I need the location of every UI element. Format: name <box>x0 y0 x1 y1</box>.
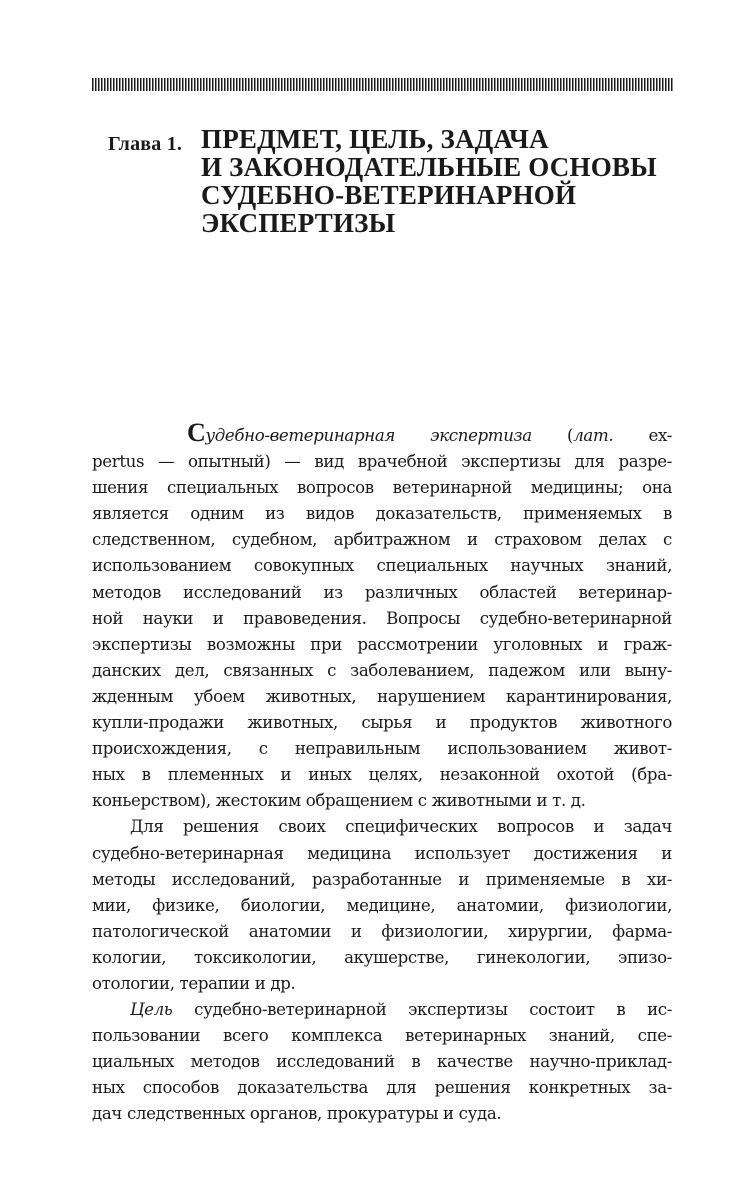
text-line: ных способов доказательства для решения конкретных за- <box>92 1078 672 1098</box>
paragraph-1-first-line <box>92 423 672 449</box>
text-line: методы исследований, разработанные и применяемые в хи- <box>92 869 672 889</box>
text-line: мии, физике, биологии, медицине, анатомии, физиологии, <box>92 895 672 915</box>
text-line: циальных методов исследований в качестве научно-приклад- <box>92 1052 672 1072</box>
chapter-title-line: СУДЕБНО-ВЕТЕРИНАРНОЙ <box>201 180 577 210</box>
text-line: кологии, токсикологии, акушерстве, гинекологии, эпизо- <box>92 947 672 967</box>
text-line: данских дел, связанных с заболеванием, падежом или выну- <box>92 660 672 680</box>
text-line: пользовании всего комплекса ветеринарных знаний, спе- <box>92 1026 672 1046</box>
paragraph-3-first-line <box>92 997 672 1023</box>
text-line: ной науки и правоведения. Вопросы судебно-ветеринарной <box>92 608 672 628</box>
text-fragment: ex- <box>613 426 672 445</box>
text-line: экспертизы возможны при рассмотрении уголовных и граж- <box>92 634 672 654</box>
text-line: шения специальных вопросов ветеринарной медицины; она <box>92 478 672 498</box>
text-fragment: ( <box>531 426 574 445</box>
text-line: судебно-ветеринарная медицина использует достижения и <box>92 843 672 863</box>
text-line: pertus — опытный) — вид врачебной экспертизы для разре- <box>92 452 672 472</box>
header-rule <box>92 78 674 91</box>
drop-cap: С <box>187 423 206 447</box>
text-line: Для решения своих специфических вопросов и задач <box>130 817 672 837</box>
text-line: следственном, судебном, арбитражном и страховом делах с <box>92 530 672 550</box>
chapter-title <box>201 125 671 237</box>
text-line: является одним из видов доказательств, применяемых в <box>92 504 672 524</box>
text-line: использованием совокупных специальных научных знаний, <box>92 556 672 576</box>
text-line: ных в племенных и иных целях, незаконной охотой (бра- <box>92 765 672 785</box>
chapter-label: Глава 1. <box>108 133 183 155</box>
text-line: патологической анатомии и физиологии, хирургии, фарма- <box>92 921 672 941</box>
chapter-title-line: ЭКСПЕРТИЗЫ <box>201 208 396 238</box>
term-goal: Цель <box>130 1000 173 1020</box>
text-fragment: судебно-ветеринарной экспертизы состоит в ис- <box>172 1000 672 1020</box>
chapter-title-line: ПРЕДМЕТ, ЦЕЛЬ, ЗАДАЧА <box>201 124 549 154</box>
term-forensic-vet-expertise: удебно-ветеринарная экспертиза <box>205 426 532 445</box>
text-line: дач следственных органов, прокуратуры и суда. <box>92 1104 502 1124</box>
latin-abbrev: лат. <box>573 426 614 445</box>
text-line: методов исследований из различных областей ветеринар- <box>92 582 672 602</box>
body-text <box>92 423 672 1128</box>
text-line: коньерством), жестоким обращением с животными и т. д. <box>92 791 586 811</box>
text-line: купли-продажи животных, сырья и продуктов животного <box>92 713 672 733</box>
text-line: жденным убоем животных, нарушением карантинирования, <box>92 686 672 706</box>
text-line: отологии, терапии и др. <box>92 973 296 993</box>
chapter-title-line: И ЗАКОНОДАТЕЛЬНЫЕ ОСНОВЫ <box>201 152 657 182</box>
text-line: происхождения, с неправильным использованием живот- <box>92 739 672 759</box>
